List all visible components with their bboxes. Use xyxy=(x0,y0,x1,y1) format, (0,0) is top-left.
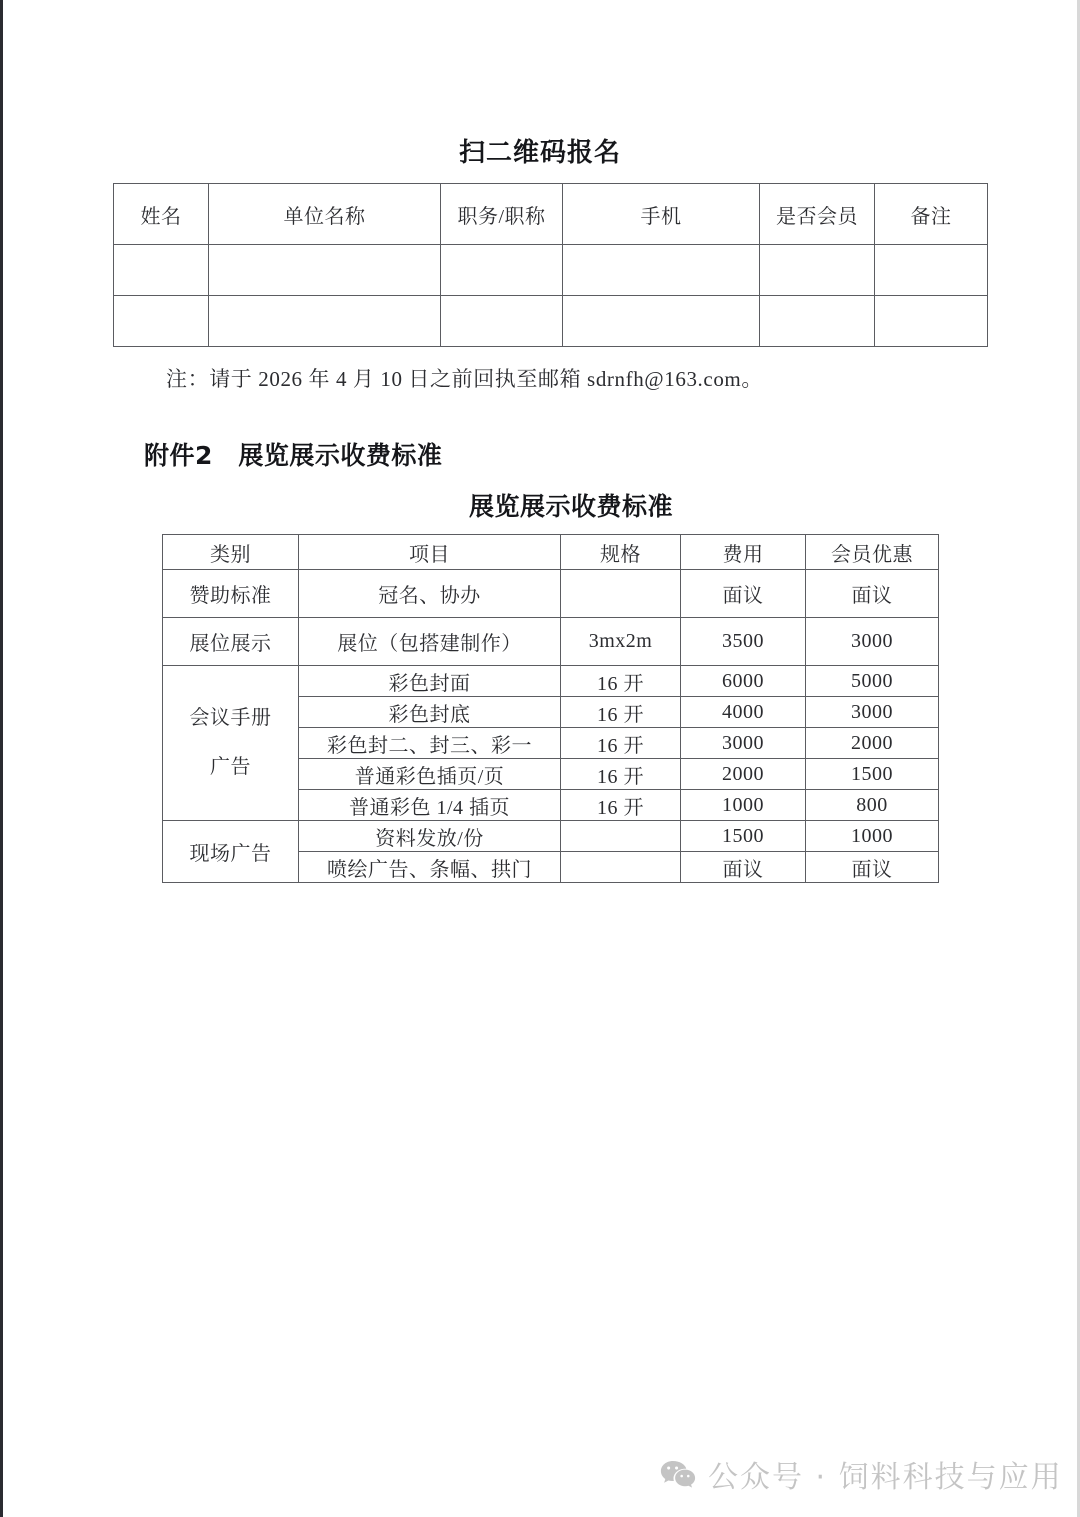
cell-member-price: 面议 xyxy=(806,570,939,618)
column-header-spec: 规格 xyxy=(561,535,681,570)
cell-remark[interactable] xyxy=(875,245,988,296)
cell-member-price: 1000 xyxy=(806,821,939,852)
wechat-icon xyxy=(660,1459,696,1489)
footer-watermark-text: 公众号 · 饲料科技与应用 xyxy=(708,1460,1063,1495)
column-header-title: 职务/职称 xyxy=(441,184,563,245)
fee-table-header-row xyxy=(163,535,939,570)
column-header-category: 类别 xyxy=(163,535,299,570)
cell-spec: 16 开 xyxy=(561,759,681,790)
cell-item: 彩色封面 xyxy=(299,666,561,697)
table-row xyxy=(163,618,939,666)
cell-fee: 4000 xyxy=(681,697,806,728)
cell-org[interactable] xyxy=(209,245,441,296)
cell-member[interactable] xyxy=(760,296,875,347)
cell-category: 赞助标准 xyxy=(163,570,299,618)
cell-spec: 3mx2m xyxy=(561,618,681,666)
cell-category-line2: 广告 xyxy=(210,756,251,778)
cell-fee: 3500 xyxy=(681,618,806,666)
cell-name[interactable] xyxy=(114,245,209,296)
cell-member-price: 面议 xyxy=(806,852,939,883)
cell-fee: 面议 xyxy=(681,570,806,618)
fee-standards-table xyxy=(162,534,939,883)
cell-phone[interactable] xyxy=(563,296,760,347)
cell-fee: 1500 xyxy=(681,821,806,852)
cell-spec: 16 开 xyxy=(561,790,681,821)
cell-category xyxy=(163,666,299,821)
cell-title[interactable] xyxy=(441,296,563,347)
cell-spec xyxy=(561,821,681,852)
cell-item: 普通彩色插页/页 xyxy=(299,759,561,790)
footer-watermark xyxy=(660,1452,1063,1496)
cell-phone[interactable] xyxy=(563,245,760,296)
cell-fee: 2000 xyxy=(681,759,806,790)
cell-org[interactable] xyxy=(209,296,441,347)
cell-remark[interactable] xyxy=(875,296,988,347)
table-row[interactable] xyxy=(114,245,988,296)
cell-member-price: 2000 xyxy=(806,728,939,759)
cell-member-price: 800 xyxy=(806,790,939,821)
column-header-member: 是否会员 xyxy=(760,184,875,245)
cell-item: 资料发放/份 xyxy=(299,821,561,852)
cell-name[interactable] xyxy=(114,296,209,347)
cell-category-line1: 会议手册 xyxy=(189,707,272,729)
cell-item: 普通彩色 1/4 插页 xyxy=(299,790,561,821)
cell-spec: 16 开 xyxy=(561,666,681,697)
cell-item: 喷绘广告、条幅、拱门 xyxy=(299,852,561,883)
cell-category: 展位展示 xyxy=(163,618,299,666)
cell-fee: 面议 xyxy=(681,852,806,883)
cell-member-price: 3000 xyxy=(806,618,939,666)
fee-table-title: 展览展示收费标准 xyxy=(468,492,673,521)
table-row[interactable] xyxy=(114,296,988,347)
cell-item: 彩色封底 xyxy=(299,697,561,728)
table-row xyxy=(163,666,939,697)
cell-item: 展位（包搭建制作） xyxy=(299,618,561,666)
column-header-item: 项目 xyxy=(299,535,561,570)
cell-member-price: 5000 xyxy=(806,666,939,697)
cell-member-price: 1500 xyxy=(806,759,939,790)
column-header-member-price: 会员优惠 xyxy=(806,535,939,570)
note-text: 注：请于 2026 年 4 月 10 日之前回执至邮箱 sdrnfh@163.com。 xyxy=(166,367,763,391)
table-row xyxy=(163,821,939,852)
column-header-org: 单位名称 xyxy=(209,184,441,245)
cell-fee: 6000 xyxy=(681,666,806,697)
column-header-remark: 备注 xyxy=(875,184,988,245)
cell-spec xyxy=(561,570,681,618)
cell-spec: 16 开 xyxy=(561,697,681,728)
cell-title[interactable] xyxy=(441,245,563,296)
column-header-phone: 手机 xyxy=(563,184,760,245)
cell-member-price: 3000 xyxy=(806,697,939,728)
cell-item: 冠名、协办 xyxy=(299,570,561,618)
attachment-heading: 附件2 展览展示收费标准 xyxy=(144,441,443,470)
column-header-name: 姓名 xyxy=(114,184,209,245)
column-header-fee: 费用 xyxy=(681,535,806,570)
cell-fee: 1000 xyxy=(681,790,806,821)
cell-item: 彩色封二、封三、彩一 xyxy=(299,728,561,759)
registration-table xyxy=(113,183,988,347)
cell-spec xyxy=(561,852,681,883)
table-header-row xyxy=(114,184,988,245)
table-row xyxy=(163,570,939,618)
page-title: 扫二维码报名 xyxy=(458,138,621,168)
cell-member[interactable] xyxy=(760,245,875,296)
cell-fee: 3000 xyxy=(681,728,806,759)
cell-spec: 16 开 xyxy=(561,728,681,759)
cell-category: 现场广告 xyxy=(163,821,299,883)
